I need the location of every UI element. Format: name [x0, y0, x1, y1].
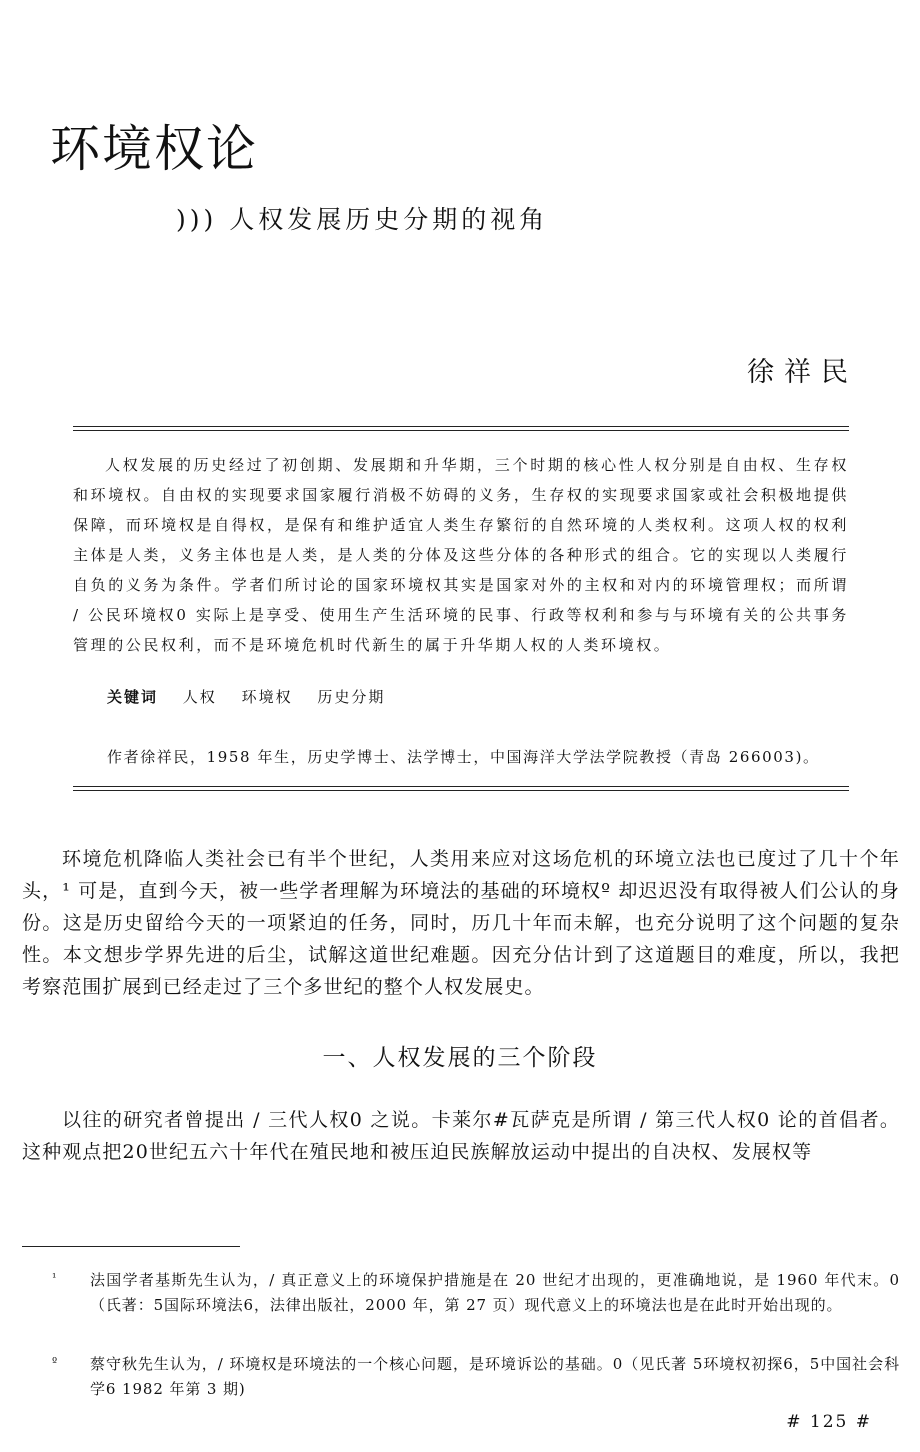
article-title: 环境权论: [50, 120, 258, 178]
abstract-text: 人权发展的历史经过了初创期、发展期和升华期，三个时期的核心性人权分别是自由权、生存权和环境权。自由权的实现要求国家履行消极不妨碍的义务，生存权的实现要求国家或社会积极地提供保障，而环境权是自得权，是保有和维护适宜人类生存繁衍的自然环境的人类权利。这项人权的权利主体是人类，义务主体也是人类，是人类的分体及这些分体的各种形式的组合。它的实现以人类履行自负的义务为条件。学者们所讨论的国家环境权其实是国家对外的主权和对内的环境管理权；而所谓 / 公民环境权0 实际上是享受、使用生产生活环境的民事、行政等权利和参与与环境有关的公共事务管理的公民权利，而不是环境危机时代新生的属于升华期人权的人类环境权。: [73, 456, 849, 654]
keyword-item: 历史分期: [317, 688, 386, 706]
page-number: # 125 #: [786, 1412, 872, 1432]
keywords: [107, 686, 403, 707]
article-subtitle: ))) 人权发展历史分期的视角: [176, 205, 549, 234]
abstract-top-rule: [73, 426, 849, 431]
footnote-2: [52, 1352, 900, 1402]
body-paragraph-1: [22, 843, 900, 1003]
footnote-text: 蔡守秋先生认为，/ 环境权是环境法的一个核心问题，是环境诉讼的基础。0（见氏著 5环境权初探6，5中国社会科学6 1982 年第 3 期): [90, 1355, 900, 1398]
footnote-text: 法国学者基斯先生认为，/ 真正意义上的环境保护措施是在 20 世纪才出现的，更准确地说，是 1960 年代末。0（氏著：5国际环境法6，法律出版社，2000 年，第 27 页）现代意义上的环境法也是在此时开始出现的。: [90, 1271, 900, 1314]
author-name: 徐祥民: [747, 357, 858, 388]
footnote-mark: ¹: [52, 1271, 58, 1284]
paragraph-text: 环境危机降临人类社会已有半个世纪，人类用来应对这场危机的环境立法也已度过了几十个年头，¹ 可是，直到今天，被一些学者理解为环境法的基础的环境权º 却迟迟没有取得被人们公认的身份。这是历史留给今天的一项紧迫的任务，同时，历几十年而未解，也充分说明了这个问题的复杂性。本文想步学界先进的后尘，试解这道世纪难题。因充分估计到了这道题目的难度，所以，我把考察范围扩展到已经走过了三个多世纪的整个人权发展史。: [22, 848, 900, 998]
footnote-rule: [22, 1246, 240, 1247]
footnote-1: [52, 1268, 900, 1318]
keywords-label: 关键词: [107, 688, 159, 706]
body-paragraph-2: [22, 1104, 900, 1168]
author-info: 作者徐祥民，1958 年生，历史学博士、法学博士，中国海洋大学法学院教授（青岛 266003)。: [107, 748, 820, 766]
abstract-bottom-rule: [73, 786, 849, 791]
section-heading: 一、人权发展的三个阶段: [322, 1045, 598, 1071]
abstract: [73, 450, 849, 660]
keyword-item: 人权: [182, 688, 217, 706]
keyword-item: 环境权: [241, 688, 293, 706]
footnote-mark: º: [52, 1355, 59, 1368]
paragraph-text: 以往的研究者曾提出 / 三代人权0 之说。卡莱尔#瓦萨克是所谓 / 第三代人权0 论的首倡者。这种观点把20世纪五六十年代在殖民地和被压迫民族解放运动中提出的自决权、发展权等: [22, 1109, 900, 1163]
